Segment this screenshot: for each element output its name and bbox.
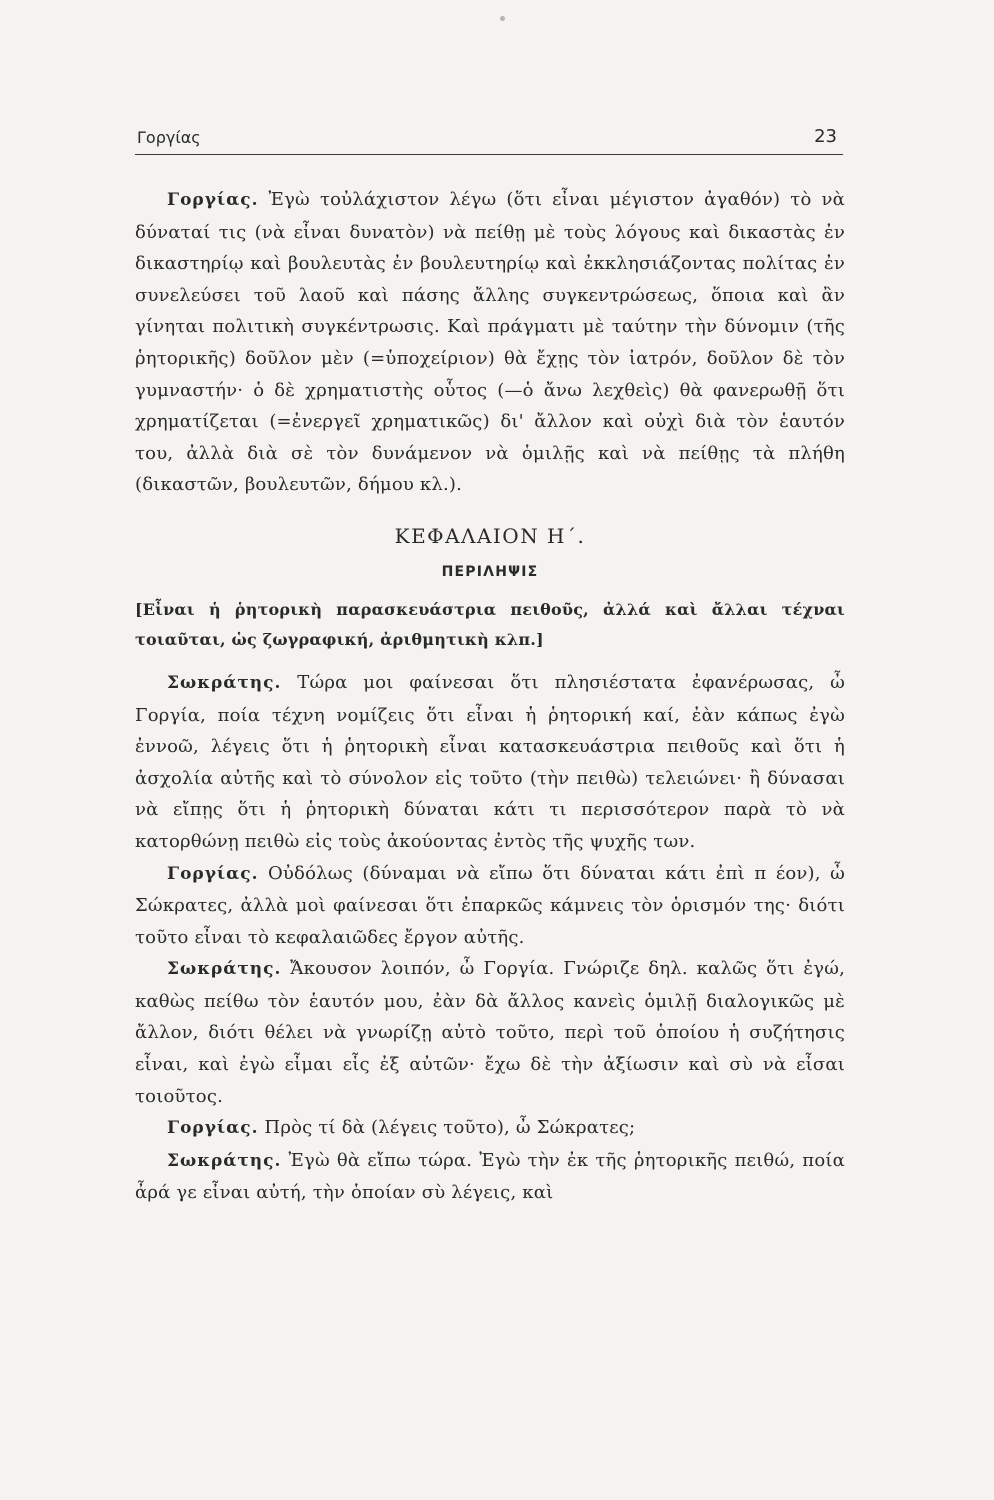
running-header: [135, 128, 843, 155]
paragraph-text: Οὐδόλως (δύναμαι νὰ εἴπω ὅτι δύναται κάτι ἐπὶ π έον), ὦ Σώκρατες, ἀλλὰ μοὶ φαίνεσαι ὅτι ἐπαρκῶς κάμνεις τὸν ὁρισμόν της· διότι τοῦτο εἶναι τὸ κεφαλαιῶδες ἔργον αὐτῆς.: [135, 862, 845, 948]
paragraph-text: Ἐγὼ τοὐλάχιστον λέγω (ὅτι εἶναι μέγιστον ἀγαθόν) τὸ νὰ δύναταί τις (νὰ εἶναι δυνατὸν) νὰ πείθῃ μὲ τοὺς λόγους καὶ δικαστὰς ἐν δικαστηρίῳ καὶ βουλευτὰς ἐν βουλευτηρίῳ καὶ ἐκκλησιάζοντας πολίτας ἐν συνελεύσει τοῦ λαοῦ καὶ πάσης ἄλλης συγκεντρώσεως, ὅποια καὶ ἂν γίνηται πολιτικὴ συγκέντρωσις. Καὶ πράγματι μὲ ταύτην τὴν δύνομιν (τῆς ῥητορικῆς) δοῦλον μὲν (=ὑποχείριον) θὰ ἔχῃς τὸν ἰατρόν, δοῦλον δὲ τὸν γυμναστήν· ὁ δὲ χρηματιστὴς οὗτος (—ὁ ἄνω λεχθεὶς) θὰ φανερωθῇ ὅτι χρηματίζεται (=ἐνεργεῖ χρηματικῶς) δι' ἄλλον καὶ οὐχὶ διὰ τὸν ἑαυτόν του, ἀλλὰ διὰ σὲ τὸν δυνάμενον νὰ ὁμιλῇς καὶ νὰ πείθῃς τὰ πλήθη (δικαστῶν, βουλευτῶν, δήμου κλ.).: [135, 189, 845, 496]
speaker-label: Σωκράτης.: [167, 1150, 282, 1171]
paragraph-gorgias-2: [135, 858, 845, 954]
paragraph-text: Πρὸς τί δὰ (λέγεις τοῦτο), ὦ Σώκρατες;: [258, 1117, 636, 1139]
ink-spot: [500, 16, 505, 21]
speaker-label: Σωκράτης.: [167, 959, 282, 980]
chapter-summary: [Εἶναι ἡ ῥητορικὴ παρασκευάστρια πειθοῦς, ἀλλά καὶ ἄλλαι τέχναι τοιαῦται, ὡς ζωγραφική, ἀριθμητικὴ κλπ.]: [135, 599, 845, 649]
speaker-label: Γοργίας.: [167, 190, 259, 210]
chapter-subtitle: ΠΕΡΙΛΗΨΙΣ: [441, 563, 539, 580]
speaker-label: Γοργίας.: [167, 863, 259, 884]
paragraph-text: Ἄκουσον λοιπόν, ὦ Γοργία. Γνώριζε δηλ. καλῶς ὅτι ἐγώ, καθὼς πείθω τὸν ἑαυτόν μου, ἐὰν δὰ ἄλλος κανεὶς ὁμιλῇ διαλογικῶς μὲ ἄλλον, διότι θέλει νὰ γνωρίζῃ αὐτὸ τοῦτο, περὶ τοῦ ὁποίου ἡ συζήτησις εἶναι, καὶ ἐγὼ εἶμαι εἷς ἐξ αὐτῶν· ἔχω δὲ τὴν ἀξίωσιν καὶ σὺ νὰ εἶσαι τοιοῦτος.: [135, 958, 845, 1107]
paragraph-socrates-1: [135, 667, 845, 858]
chapter-title: ΚΕΦΑΛΑΙΟΝ Η΄.: [394, 523, 586, 548]
paragraph-text: Τώρα μοι φαίνεσαι ὅτι πλησιέστατα ἐφανέρωσας, ὦ Γοργία, ποία τέχνη νομίζεις ὅτι εἶναι ἡ ῥητορική καί, ἐὰν κάπως ἐγὼ ἐννοῶ, λέγεις ὅτι ἡ ῥητορικὴ εἶναι κατασκευάστρια πειθοῦς καὶ ὅτι ἡ ἀσχολία αὐτῆς καὶ τὸ σύνολον εἰς τοῦτο (τὴν πειθὼ) τελειώνει· ἢ δύνασαι νὰ εἴπῃς ὅτι ἡ ῥητορικὴ δύναται κάτι τι περισσότερον παρὰ τὸ νὰ κατορθώνῃ πειθὼ εἰς τοὺς ἀκούοντας ἐντὸς τῆς ψυχῆς των.: [135, 671, 845, 852]
paragraph-text: Ἐγὼ θὰ εἴπω τώρα. Ἐγὼ τὴν ἐκ τῆς ῥητορικῆς πειθώ, ποία ἆρά γε εἶναι αὐτή, τὴν ὁποίαν σὺ λέγεις, καὶ: [135, 1149, 845, 1204]
speaker-label: Σωκράτης.: [167, 672, 282, 693]
page-number: 23: [814, 126, 837, 147]
paragraph-socrates-3: [135, 1145, 845, 1209]
paragraph-gorgias-1: [135, 184, 845, 501]
body-text: [135, 184, 845, 1209]
paragraph-socrates-2: [135, 953, 845, 1112]
speaker-label: Γοργίας.: [167, 1118, 259, 1139]
header-title: Γοργίας: [137, 128, 201, 147]
paragraph-gorgias-3: [135, 1112, 845, 1145]
